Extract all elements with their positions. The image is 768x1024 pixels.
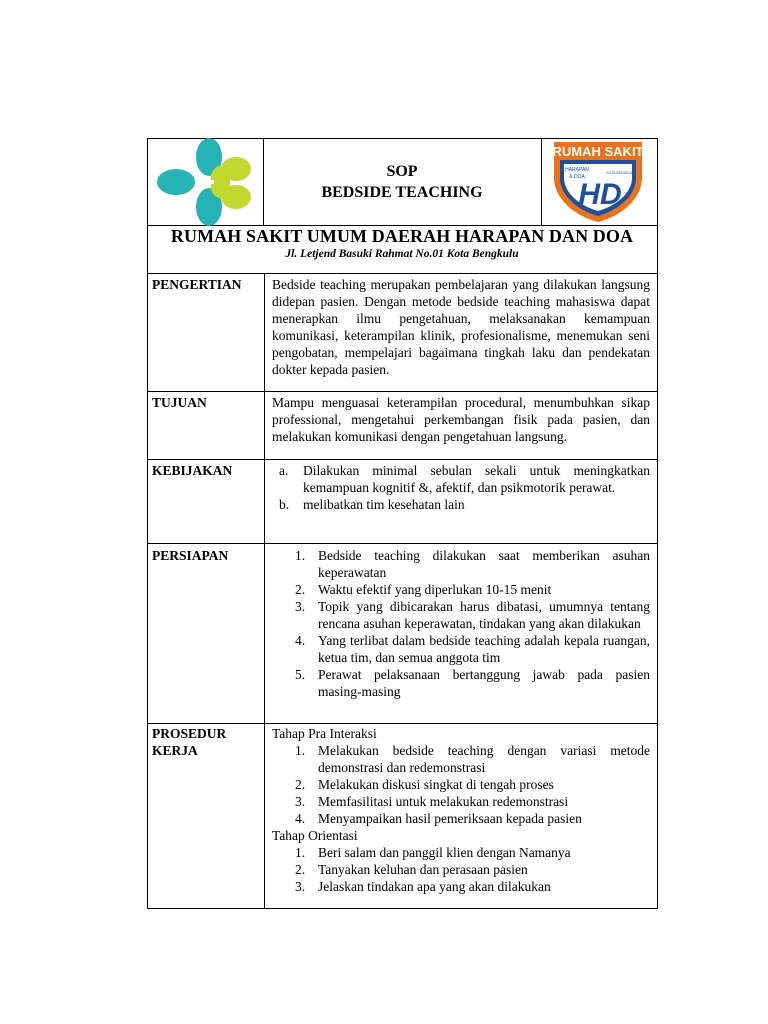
hospital-name: RUMAH SAKIT UMUM DAERAH HARAPAN DAN DOA	[170, 226, 634, 246]
prosedur-content	[272, 725, 650, 895]
list-item: 4. Menyampaikan hasil pemeriksaan kepada pasien	[295, 811, 582, 826]
tujuan-text: Mampu menguasai keterampilan procedural, menumbuhkan sikap professional, mengetahui perkembangan fisik pada pasien, dan melakukan komunikasi dengan pengetahuan langsung.	[272, 395, 650, 444]
sop-title-block	[263, 138, 541, 225]
kebijakan-label: KEBIJAKAN	[152, 463, 233, 478]
list-item: 4. Yang terlibat dalam bedside teaching adalah kepala ruangan, ketua tim, dan semua anggota tim	[295, 633, 650, 665]
list-item: 3. Topik yang dibicarakan harus dibatasi, umumnya tentang rencana asuhan keperawatan, tindakan yang akan dilakukan	[295, 599, 650, 631]
list-item: 3. Jelaskan tindakan apa yang akan dilakukan	[295, 879, 551, 894]
sop-label: SOP	[386, 162, 418, 180]
persiapan-list	[272, 547, 650, 700]
persiapan-content	[272, 547, 650, 700]
kebijakan-content	[272, 462, 650, 513]
list-item: 1. Bedside teaching dilakukan saat memberikan asuhan keperawatan	[295, 548, 650, 580]
prosedur-label	[152, 725, 260, 759]
tujuan-content	[272, 394, 650, 445]
list-item: a. Dilakukan minimal sebulan sekali untuk meningkatkan kemampuan kognitif &, afektif, dan psikmotorik perawat.	[279, 463, 650, 495]
stage-orientasi-title: Tahap Orientasi	[272, 828, 358, 843]
kebijakan-list	[272, 462, 650, 513]
sop-title: BEDSIDE TEACHING	[321, 183, 483, 201]
logo-side-text-mid: & DOA	[569, 174, 585, 180]
pengertian-label: PENGERTIAN	[152, 277, 242, 292]
persiapan-label: PERSIAPAN	[152, 548, 229, 563]
logo-side-text-right: KOTA BENGKULU	[606, 171, 636, 175]
list-item: 2. Melakukan diskusi singkat di tengah proses	[295, 777, 554, 792]
list-item: 2. Tanyakan keluhan dan perasaan pasien	[295, 862, 528, 877]
list-item: 2. Waktu efektif yang diperlukan 10-15 menit	[295, 582, 552, 597]
ministry-health-icon	[156, 137, 256, 227]
hospital-address: Jl. Letjend Basuki Rahmat No.01 Kota Bengkulu	[285, 248, 519, 260]
stage-pra-interaksi-list	[272, 742, 650, 827]
hospital-logo	[550, 140, 646, 224]
tujuan-label: TUJUAN	[152, 395, 207, 410]
list-item: 5. Perawat pelaksanaan bertanggung jawab pada pasien masing-masing	[295, 667, 650, 699]
list-item: 1. Melakukan bedside teaching dengan variasi metode demonstrasi dan redemonstrasi	[295, 743, 650, 775]
logo-monogram: HD	[578, 178, 622, 211]
pengertian-text: Bedside teaching merupakan pembelajaran yang dilakukan langsung didepan pasien. Dengan metode bedside teaching mahasiswa dapat menerapkan ilmu pengetahuan, melaksanakan kemampuan komunikasi, keterampilan klinik, profesionalisme, menemukan seni pengobatan, mempelajari bagaimana tingkah laku dan pendekatan dokter kepada pasien.	[272, 277, 650, 377]
list-item: 1. Beri salam dan panggil klien dengan Namanya	[295, 845, 571, 860]
prosedur-label-line2: KERJA	[152, 743, 198, 758]
stage-pra-interaksi-title: Tahap Pra Interaksi	[272, 726, 377, 741]
stage-orientasi-list	[272, 844, 650, 895]
pengertian-content	[272, 276, 650, 378]
list-item: 3. Memfasilitasi untuk melakukan redemonstrasi	[295, 794, 569, 809]
list-item: b. melibatkan tim kesehatan lain	[279, 497, 465, 512]
logo-side-text-left: HARAPAN	[565, 167, 589, 173]
ministry-health-logo	[156, 137, 256, 227]
logo-top-text: RUMAH SAKIT	[552, 144, 644, 159]
hospital-shield-icon	[550, 140, 646, 224]
prosedur-label-line1: PROSEDUR	[152, 726, 227, 741]
